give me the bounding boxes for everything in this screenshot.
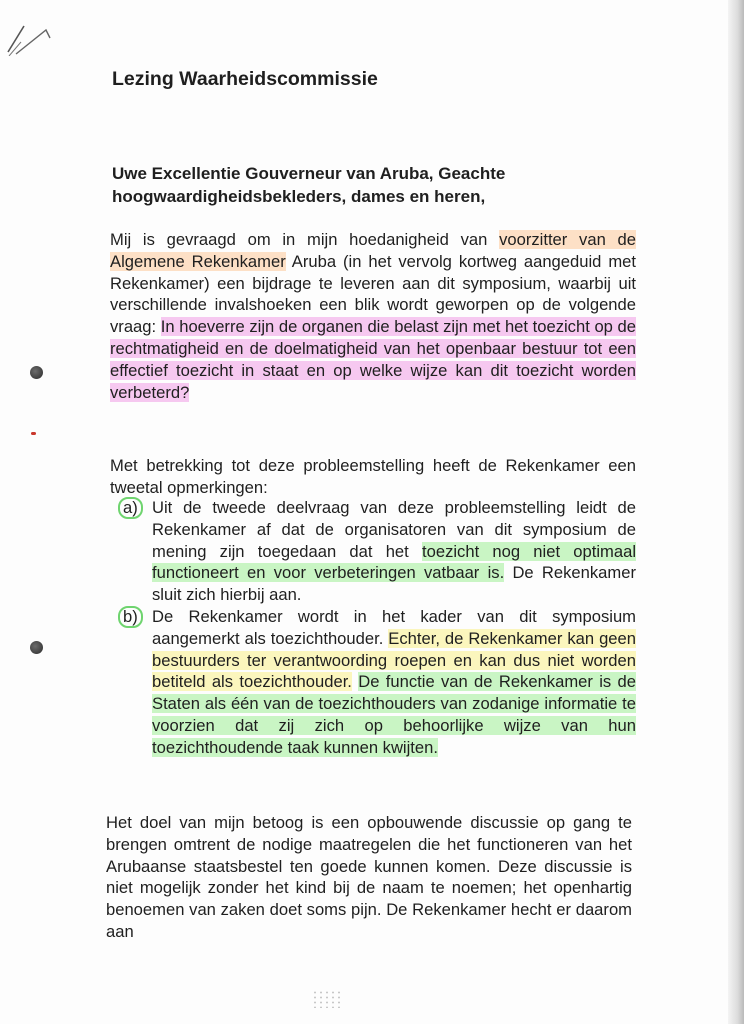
highlight-orange: voorzitter van de Algemene Rekenkamer (110, 230, 637, 271)
list-marker-a: a) (118, 497, 143, 519)
highlight-question: In hoeverre zijn de organen die belast zijn met het toezicht op de rechtmatigheid en de doelmatigheid van het openbaar bestuur tot een effectief toezicht in staat en op welke wijze kan dit toezicht worden verbeterd? (110, 317, 636, 402)
document-title: Lezing Waarheidscommissie (112, 68, 378, 90)
scan-noise (312, 990, 342, 1008)
page-edge-shadow (728, 0, 744, 1024)
pen-mark-icon (6, 12, 52, 56)
list-item (118, 606, 636, 759)
salutation: Uwe Excellentie Gouverneur van Aruba, Geachte hoogwaardigheidsbekleders, dames en heren, (112, 164, 506, 206)
punch-hole-icon (30, 366, 43, 379)
paragraph-goal: Het doel van mijn betoog is een opbouwende discussie op gang te brengen omtrent de nodige maatregelen die het functioneren van het Arubaanse staatsbestel ten goede kunnen komen. Deze discussie is niet mogelijk zonder het kind bij de naam te noemen; het openhartig benoemen van zaken doet soms pijn. De Rekenkamer hecht er daarom aan (106, 813, 632, 941)
list-marker-b: b) (118, 606, 143, 628)
item-a-text: Uit de tweede deelvraag van deze probleemstelling leidt de Rekenkamer af dat de organisatoren van dit symposium de mening zijn toegedaan dat het (152, 498, 636, 561)
highlight-yellow: Echter, de Rekenkamer kan geen bestuurders ter verantwoording roepen en kan dus niet worden betiteld als toezichthouder. (152, 628, 636, 692)
paragraph-remarks: Met betrekking tot deze probleemstelling heeft de Rekenkamer een tweetal opmerkingen: (110, 456, 636, 497)
punch-hole-icon (30, 641, 43, 654)
highlight-green: De functie van de Rekenkamer is de Staten als één van de toezichthouders van zodanige informatie te voorzien dat zij zich op behoorlijke wijze van hun toezichthoudende taak kunnen kwijten. (152, 672, 636, 757)
item-a-rest: De Rekenkamer sluit zich hierbij aan. (152, 563, 636, 605)
paragraph-intro (110, 229, 636, 403)
ink-dot (31, 432, 36, 435)
remarks-list (118, 497, 636, 759)
intro-text-continued: Aruba (in het vervolg kortweg aangeduid met Rekenkamer) een bijdrage te leveren aan dit symposium, waarbij uit verschillende invalshoeken een blik wordt geworpen op de volgende vraag: (110, 251, 636, 337)
highlight-green: toezicht nog niet optimaal functioneert en voor verbeteringen vatbaar is. (152, 541, 637, 583)
item-b-text: De Rekenkamer wordt in het kader van dit symposium aangemerkt als toezichthouder. (152, 606, 636, 648)
intro-text: Mij is gevraagd om in mijn hoedanigheid van (110, 230, 500, 249)
list-item (118, 497, 636, 606)
